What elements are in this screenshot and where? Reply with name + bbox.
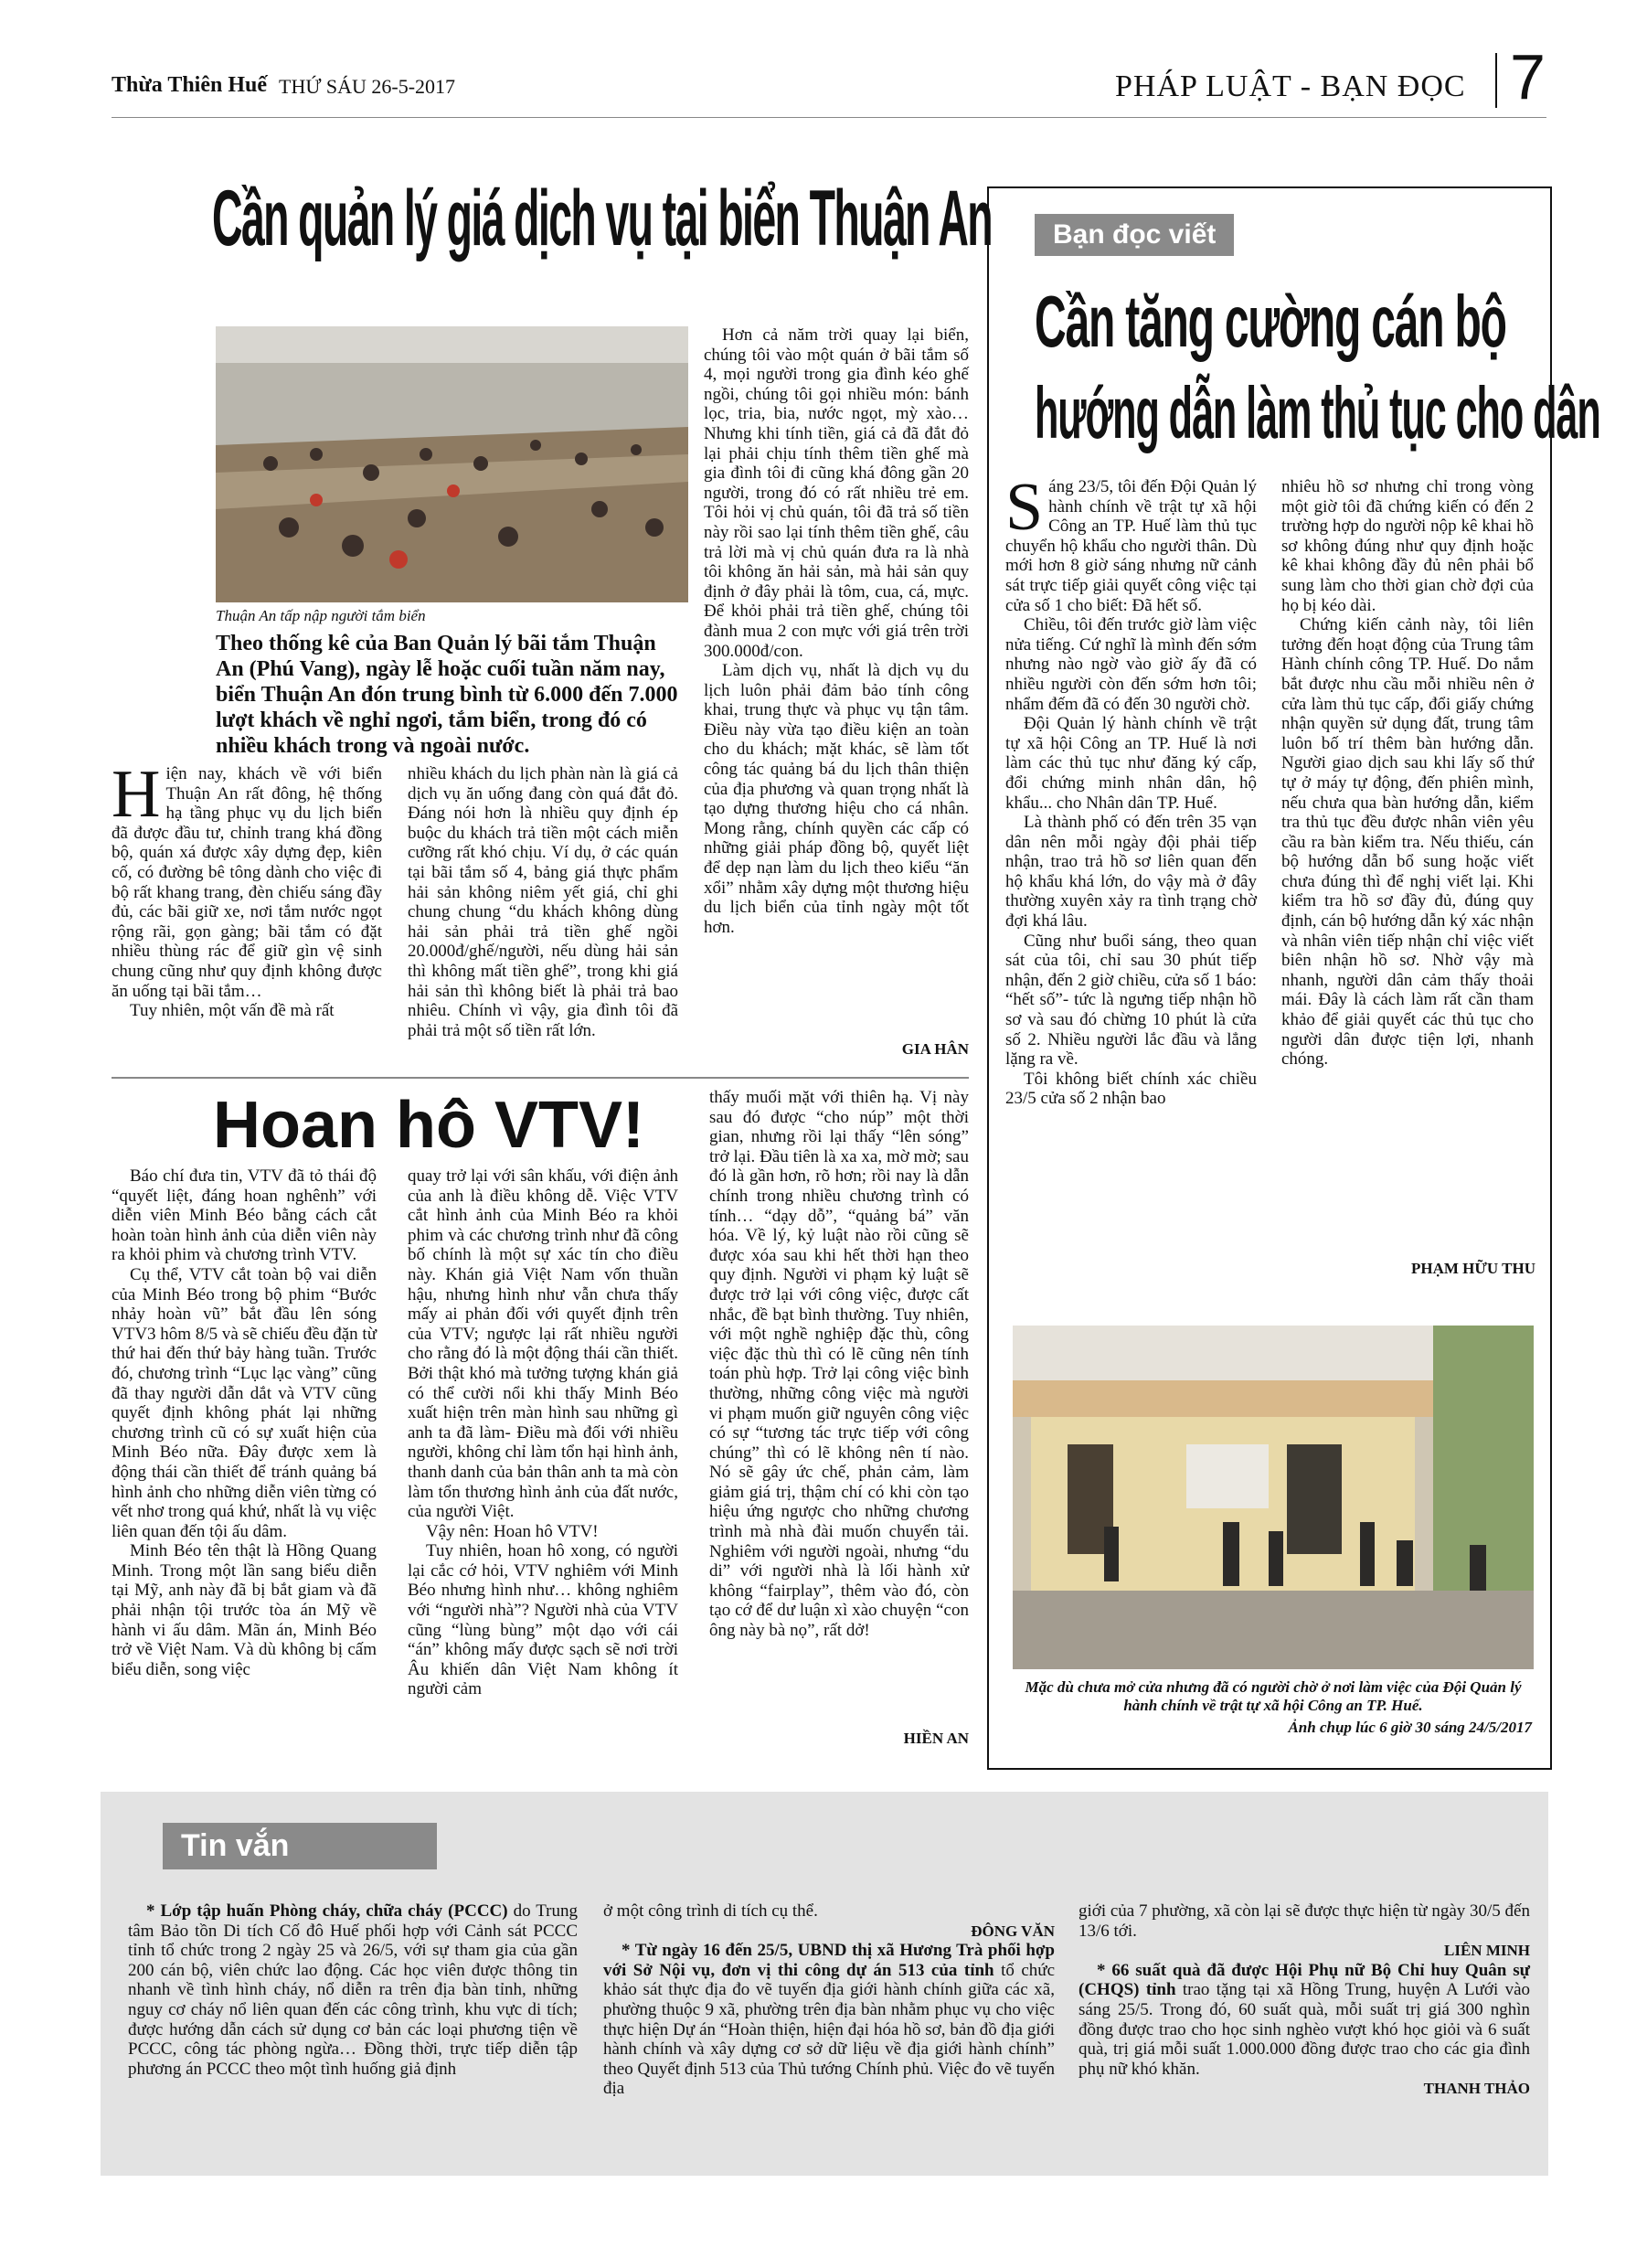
article1-paragraph: Làm dịch vụ, nhất là dịch vụ du lịch luôn phải đảm bảo tính công khai, trung thực và phục vụ tận tâm. Điều này vừa tạo điều kiện an toàn cho du khách; mặt khác, sẽ làm tốt công tác quảng bá du lịch thân thiện của địa phương và quan trọng nhất là tạo dựng thương hiệu cho cá nhân. Mong rằng, chính quyền các cấp có những giải pháp đồng bộ, quyết liệt để dẹp nạn làm du lịch theo kiểu “ăn xổi” nhằm xây dựng một thương hiệu du lịch biển của tỉnh ngày một tốt hơn. xyxy=(704,661,969,937)
beach-photo-caption: Thuận An tấp nập người tắm biển xyxy=(216,607,426,624)
article1-column-3 xyxy=(704,325,969,937)
article3-paragraph: nhiêu hồ sơ nhưng chỉ trong vòng một giờ tôi đã chứng kiến có đến 2 trường hợp do người nộp kê khai hồ sơ không đúng như quy định hoặc kê khai không đầy đủ nên phải bổ sung làm cho thời gian chờ đợi của họ bị kéo dài. xyxy=(1281,477,1534,615)
news-column-2 xyxy=(603,1901,1055,2099)
article1-paragraph: Tuy nhiên, một vấn đề mà rất xyxy=(130,1001,335,1021)
news-brief-tag: Tin vắn xyxy=(163,1823,437,1869)
news-item-continuation: ở một công trình di tích cụ thể. xyxy=(603,1901,818,1921)
article2-column-3 xyxy=(709,1088,969,1641)
issue-date: THỨ SÁU 26-5-2017 xyxy=(279,75,456,98)
article2-paragraph: Tuy nhiên, hoan hô xong, có người lại cắc cớ hỏi, VTV nghiêm với Minh Béo nhưng hình như… không nghiêm với “người nhà”? Người nhà của VTV cũng “lùng bùng” một dạo với cái “án” không mấy được sạch sẽ nơi trời Âu khiến dân Việt Nam không ít người cảm xyxy=(408,1541,678,1699)
article2-byline: HIỀN AN xyxy=(903,1730,969,1747)
news-item-byline: THANH THẢO xyxy=(1423,2080,1530,2098)
article3-column-2 xyxy=(1281,477,1534,1070)
news-item-continuation: giới của 7 phường, xã còn lại sẽ được thực hiện từ ngày 30/5 đến 13/6 tới. xyxy=(1079,1901,1530,1941)
article2-paragraph: thấy muối mặt với thiên hạ. Vị này sau đó được “cho núp” một thời gian, nhưng rồi lại thấy “lên sóng” trở lại. Đầu tiên là xa xa, mờ mờ; sau đó là gần hơn, rõ hơn; rồi nay là dẫn chính trong nhiều chương trình có tính… “dạy dỗ”, “quảng bá” văn hóa. Về lý, kỷ luật nào rồi cũng sẽ được xóa sau khi hết thời hạn theo quy định. Người vi phạm kỷ luật sẽ được trở lại với công việc, được cất nhắc, đề bạt bình thường. Tuy nhiên, với một nghề nghiệp đặc thù, công việc đặc thù thì có lẽ cũng nên tính toán phù hợp. Trở lại công việc bình thường, những công việc mà người vi phạm muốn giữ nguyên công việc có sự “tương tác trực tiếp với công chúng” thì có lẽ không nên tí nào. Nó sẽ gây ức chế, phản cảm, làm giảm giá trị, thậm chí có khi còn tạo hiệu ứng ngược cho những chương trình mà nhà đài muốn chuyển tải. Nghiêm với người ngoài, nhưng “du di” với người nhà là lối hành xử không “fairplay”, thêm vào đó, còn tạo cớ để dư luận xì xào chuyện “con ông này bà nọ”, rất dở! xyxy=(709,1088,969,1641)
article3-paragraph: Tôi không biết chính xác chiều 23/5 cửa số 2 nhận bao xyxy=(1005,1069,1257,1109)
article3-paragraph: Chiều, tôi đến trước giờ làm việc nửa tiếng. Cứ nghĩ là mình đến sớm nhưng nào ngờ vào giờ ấy đã có nhiều người còn đến sớm hơn tôi; nhẩm đếm đã có đến 30 người chờ. xyxy=(1005,615,1257,714)
article1-lead: Theo thống kê của Ban Quản lý bãi tắm Thuận An (Phú Vang), ngày lễ hoặc cuối tuần năm nay, biển Thuận An đón trung bình từ 6.000 đến 7.000 lượt khách về nghỉ ngơi, tắm biển, trong đó có nhiều khách trong và ngoài nước. xyxy=(216,632,678,758)
article2-paragraph: Cụ thể, VTV cắt toàn bộ vai diễn của Minh Béo trong bộ phim “Bước nhảy hoàn vũ” bắt đầu lên sóng VTV3 hôm 8/5 và sẽ chiếu đều đặn từ thứ hai đến thứ bảy hàng tuần. Trước đó, chương trình “Lục lạc vàng” cũng đã thay người dẫn dắt và VTV cũng quyết định không phát lại những chương trình cũ có sự xuất hiện của Minh Béo nữa. Đây được xem là động thái cần thiết để tránh quảng bá hình ảnh cho những diễn viên từng có vết nhơ trong quá khứ, nhất là vụ việc liên quan đến tội ấu dâm. xyxy=(112,1264,377,1541)
office-photo-credit: Ảnh chụp lúc 6 giờ 30 sáng 24/5/2017 xyxy=(1288,1719,1532,1736)
news-item xyxy=(128,1901,578,2079)
article3-byline: PHẠM HỮU THU xyxy=(1411,1260,1535,1277)
page-number: 7 xyxy=(1510,41,1546,112)
news-item-title: * Từ ngày 16 đến 25/5, UBND thị xã Hương Trà phối hợp với Sở Nội vụ, đơn vị thi công dự án 513 của tỉnh xyxy=(603,1941,1055,1980)
article1-column-2 xyxy=(408,764,678,1040)
article3-paragraph: Đội Quản lý hành chính về trật tự xã hội Công an TP. Huế là nơi làm các thủ tục như đăng ký cấp, đổi chứng minh nhân dân, hộ khẩu... cho Nhân dân TP. Huế. xyxy=(1005,714,1257,813)
article3-column-1 xyxy=(1005,470,1257,1109)
beach-photo-image xyxy=(216,326,688,602)
office-photo-caption-text: Mặc dù chưa mở cửa nhưng đã có người chờ ở nơi làm việc của Đội Quản lý hành chính về trật tự xã hội Công an TP. Huế. xyxy=(1025,1678,1522,1714)
article3-paragraph: Cũng như buổi sáng, theo quan sát của tôi, chỉ sau 30 phút tiếp nhận, đến 2 giờ chiều, cửa số 1 báo: “hết số”- tức là ngưng tiếp nhận hồ sơ và sau đó chừng 10 phút là cửa số 2. Nhiều người lắc đầu và lẳng lặng ra về. xyxy=(1005,931,1257,1070)
news-item-byline: ĐÔNG VĂN xyxy=(971,1922,1055,1940)
news-column-1 xyxy=(128,1901,578,2079)
office-photo xyxy=(1013,1326,1534,1669)
article1-headline: Cần quản lý giá dịch vụ tại biển Thuận An xyxy=(212,175,992,262)
article3-paragraph: áng 23/5, tôi đến Đội Quản lý hành chính về trật tự xã hội Công an TP. Huế làm thủ tục chuyển hộ khẩu cho người thân. Dù mới hơn 8 giờ sáng nhưng nữ cảnh sát trực tiếp giải quyết công việc tại cửa số 1 cho biết: Đã hết số. xyxy=(1005,477,1257,615)
news-item-title: * 66 suất quà đã được Hội Phụ nữ Bộ Chỉ huy Quân sự (CHQS) tỉnh xyxy=(1079,1960,1530,2000)
article2-column-1 xyxy=(112,1166,377,1679)
page-number-divider xyxy=(1495,53,1497,108)
news-item xyxy=(1079,1961,1530,2080)
news-item-body: trao tặng tại xã Hồng Trung, huyện A Lưới vào sáng 25/5. Trong đó, 60 suất quà, mỗi suất trị giá 300 nghìn đồng được trao cho học sinh nghèo vượt khó học giỏi và 6 suất quà, trị giá mỗi suất 1.000.000 đồng được trao cho các gia đình phụ nữ khó khăn. xyxy=(1079,1980,1531,2079)
news-item-title: * Lớp tập huấn Phòng cháy, chữa cháy (PCCC) xyxy=(146,1901,508,1921)
article3-headline-line2: hướng dẫn làm thủ tục cho dân xyxy=(1035,372,1600,453)
section-title: PHÁP LUẬT - BẠN ĐỌC xyxy=(1115,69,1466,103)
article1-dropcap: H xyxy=(112,757,161,832)
news-column-3 xyxy=(1079,1901,1530,2099)
news-item-body: do Trung tâm Bảo tồn Di tích Cố đô Huế phối hợp với Cảnh sát PCCC tỉnh tổ chức trong 2 ngày 25 và 26/5, với sự tham gia của gần 200 cán bộ, viên chức lao động. Các học viên được thông tin nhanh về tình hình cháy, nổ diễn ra trên địa bàn tỉnh, những nguy cơ cháy nổ liên quan đến các công trình, khu vực di tích; được hướng dẫn cách sử dụng cơ bản các loại phương tiện về PCCC, công tác phòng ngừa… Đồng thời, trực tiếp diễn tập phương án PCCC theo một tình huống giả định xyxy=(128,1901,579,2079)
news-item-byline: LIÊN MINH xyxy=(1444,1942,1530,1960)
beach-photo xyxy=(216,326,688,602)
article1-column-1 xyxy=(112,757,382,1021)
article1-paragraph: Hơn cả năm trời quay lại biển, chúng tôi vào một quán ở bãi tắm số 4, mọi người trong gia đình kéo ghế ngồi, chúng tôi gọi nhiều món: bánh lọc, tria, bia, nước ngọt, mỳ xào… Nhưng khi tính tiền, giá cả đã đắt đỏ lại phải chịu tính thêm tiền ghế mà gia đình tôi đi cũng khá đông gần 20 người, trong đó có rất nhiều trẻ em. Tôi hỏi vị chủ quán, tôi đã trả số tiền này rồi sao lại tính thêm tiền ghế, câu trả lời mà vị chủ quán đưa ra là nhà tôi không ăn hải sản, mà hải sản quy định ở đây phải là tôm, cua, cá, mực. Để khỏi phải trả tiền ghế, chúng tôi đành mua 2 con mực với giá trên trời 300.000đ/con. xyxy=(704,325,969,661)
article1-paragraph: iện nay, khách về với biển Thuận An rất đông, hệ thống hạ tầng phục vụ du lịch biển đã được đầu tư, chỉnh trang khá đồng bộ, quán xá được xây dựng đẹp, kiên cố, có đường bê tông dành cho việc đi bộ rất khang trang, đèn chiếu sáng đầy đủ, các bãi giữ xe, nơi tắm nước ngọt rộng rãi, gọn gàng; bãi tắm có đặt nhiều thùng rác để giữ gìn vệ sinh chung cũng như quy định không được ăn uống tại bãi tắm… xyxy=(112,764,382,1001)
article2-paragraph: Minh Béo tên thật là Hồng Quang Minh. Trong một lần sang biểu diễn tại Mỹ, anh này đã bị bắt giam và đã phải nhận tội trước tòa án Mỹ về hành vi ấu dâm. Mãn án, Minh Béo trở về Việt Nam. Và dù không bị cấm biểu diễn, song việc xyxy=(112,1541,377,1679)
article3-headline-line1: Cần tăng cường cán bộ xyxy=(1035,281,1506,362)
reader-letter-tag: Bạn đọc viết xyxy=(1035,214,1234,256)
paper-name: Thừa Thiên Huế xyxy=(112,73,268,97)
article2-column-2 xyxy=(408,1166,678,1699)
news-item-body: tổ chức khảo sát thực địa đo vẽ tuyến địa giới hành chính giữa các xã, phường thuộc 9 xã, phường trên địa bàn nhằm phục vụ cho việc thực hiện Dự án “Hoàn thiện, hiện đại hóa hồ sơ, bản đồ địa giới hành chính và xây dựng cơ sở dữ liệu về địa giới hành chính” theo Quyết định 513 của Thủ tướng Chính phủ. Việc đo vẽ tuyến địa xyxy=(603,1960,1055,2099)
office-photo-caption xyxy=(1015,1678,1532,1715)
article2-paragraph: Vậy nên: Hoan hô VTV! xyxy=(426,1521,599,1541)
article3-paragraph: Chứng kiến cảnh này, tôi liên tưởng đến hoạt động của Trung tâm Hành chính công TP. Huế. Do nắm bắt được nhu cầu mỗi nhiều nên ở cửa làm thủ tục cấp, đổi giấy chứng nhận quyền sử dụng đất, trung tâm luôn bố trí thêm bàn hướng dẫn. Người giao dịch sau khi lấy số thứ tự ở máy tự động, đến phiên mình, nếu chưa qua bàn hướng dẫn, kiểm tra thủ tục đều được nhân viên yêu cầu ra bàn kiểm tra. Nếu thiếu, cán bộ hướng dẫn bổ sung hoặc viết chưa đúng thì để nghị viết lại. Khi kiểm tra hồ sơ đầy đủ, đúng quy định, cán bộ hướng dẫn ký xác nhận và nhân viên tiếp nhận chỉ việc viết biên nhận hồ sơ. Nhờ vậy mà nhanh, người dân cảm thấy thoải mái. Đây là cách làm rất cần tham khảo để giải quyết các thủ tục cho người dân được tiện lợi, nhanh chóng. xyxy=(1281,615,1534,1070)
article1-paragraph: nhiều khách du lịch phàn nàn là giá cả dịch vụ ăn uống đang còn quá đắt đỏ. Đáng nói hơn là nhiều quy định ép buộc du khách trả tiền một cách miễn cưỡng rất khó chịu. Ví dụ, ở các quán tại bãi tắm số 4, bảng giá thực phẩm hải sản không niêm yết giá, chỉ ghi chung chung “du khách không dùng hải sản phải trả tiền ghế ngồi 20.000đ/ghế/người, nếu dùng hải sản thì không mất tiền ghế”, trong khi giá hải sản thì không biết là phải trả bao nhiêu. Chính vì vậy, gia đình tôi đã phải trả một số tiền rất lớn. xyxy=(408,764,678,1040)
article3-dropcap: S xyxy=(1005,470,1044,545)
article1-byline: GIA HÂN xyxy=(901,1040,969,1058)
article2-headline: Hoan hô VTV! xyxy=(213,1089,644,1162)
article2-paragraph: quay trở lại với sân khấu, với điện ảnh của anh là điều không dễ. Việc VTV cắt hình ảnh của Minh Béo ra khỏi phim và các chương trình như đã công bố chính là một sự xác tín cho điều này. Khán giả Việt Nam vốn thuần hậu, nhưng hình như vẫn chưa thấy mấy ai phản đối với quyết định trên của VTV; ngược lại rất nhiều người cho rằng đó là một động thái cần thiết. Bởi thật khó mà tưởng tượng khán giả có thể cười nổi khi thấy Minh Béo xuất hiện trên màn hình sau những gì anh ta đã làm- Điều mà đối với nhiều người, không chỉ làm tổn hại hình ảnh, thanh danh của bản thân anh ta mà còn làm tổn thương hình ảnh của đất nước, của người Việt. xyxy=(408,1166,678,1522)
article-divider xyxy=(112,1077,969,1079)
article3-paragraph: Là thành phố có đến trên 35 vạn dân nên mỗi ngày đội phải tiếp nhận, trao trả hồ sơ liên quan đến hộ khẩu khá lớn, do vậy mà ở đây thường xuyên xảy ra tình trạng chờ đợi khá lâu. xyxy=(1005,813,1257,932)
masthead-rule xyxy=(112,117,1546,118)
news-item xyxy=(603,1941,1055,2099)
office-photo-image xyxy=(1013,1326,1534,1669)
article2-paragraph: Báo chí đưa tin, VTV đã tỏ thái độ “quyết liệt, đáng hoan nghênh” với diễn viên Minh Béo bằng cách cắt hoàn toàn hình ảnh của diễn viên này ra khỏi phim và chương trình VTV. xyxy=(112,1166,377,1265)
